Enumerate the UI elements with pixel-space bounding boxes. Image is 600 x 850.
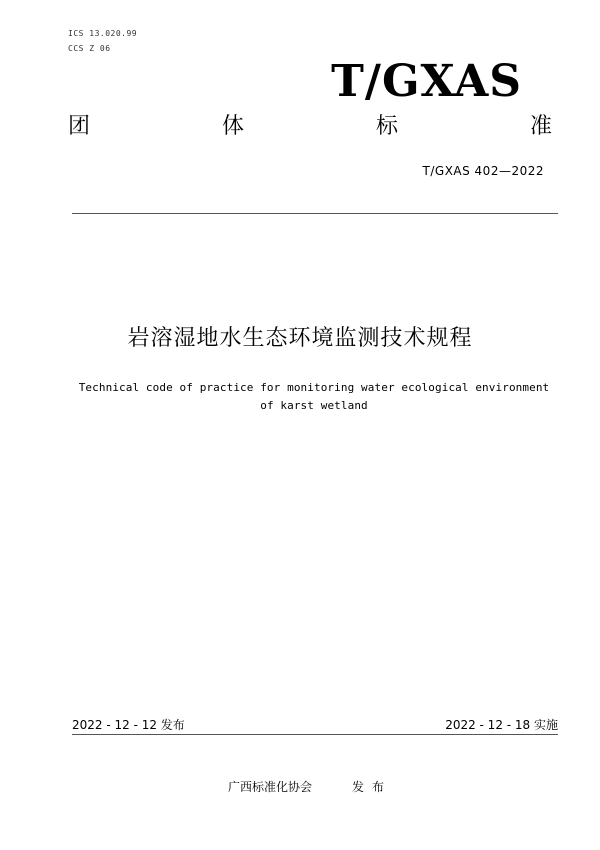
bottom-divider xyxy=(72,734,558,735)
standard-type-char: 准 xyxy=(529,114,552,139)
issue-date: 2022 - 12 - 12 发布 xyxy=(72,718,185,732)
ccs-code: CCS Z 06 xyxy=(68,44,111,53)
top-divider xyxy=(72,213,558,214)
standard-type-char: 团 xyxy=(68,114,91,139)
implementation-date: 2022 - 12 - 18 实施 xyxy=(445,718,558,732)
document-title-chinese: 岩溶湿地水生态环境监测技术规程 xyxy=(127,326,473,351)
standard-logo: T/GXAS xyxy=(331,56,522,107)
ics-code: ICS 13.020.99 xyxy=(68,29,138,38)
standard-number: T/GXAS 402—2022 xyxy=(422,164,544,178)
standard-type-char: 体 xyxy=(221,114,244,139)
publisher-name: 广西标准化协会 xyxy=(228,780,313,794)
document-title-english-line-1: Technical code of practice for monitoring water ecological environment xyxy=(78,381,550,394)
document-title-english-line-2: of karst wetland xyxy=(260,399,368,412)
standard-type xyxy=(68,116,552,138)
publish-label: 发布 xyxy=(352,780,393,794)
standard-type-char: 标 xyxy=(375,114,398,139)
